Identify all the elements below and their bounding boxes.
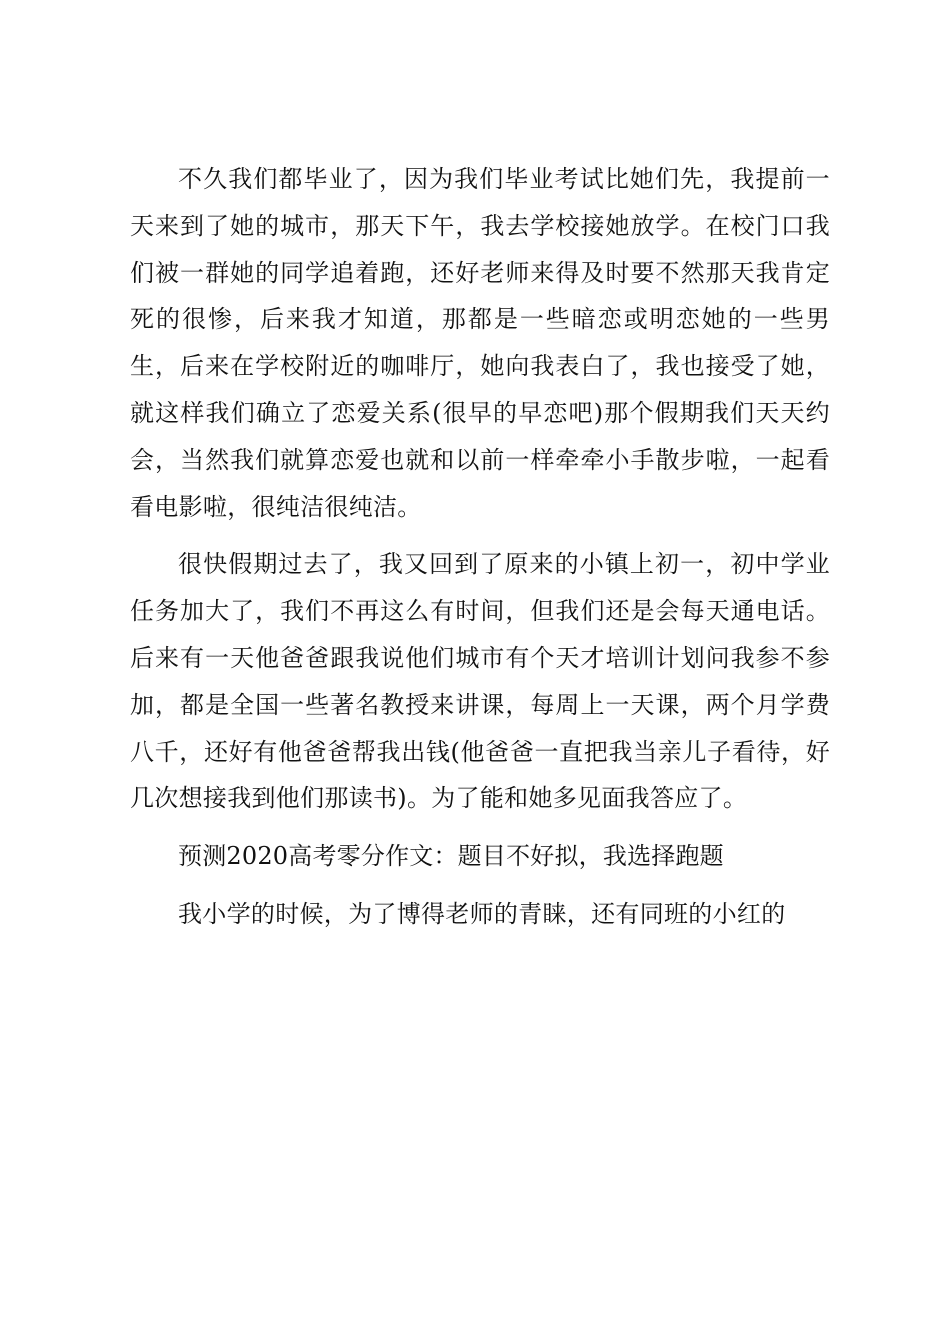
paragraph-training-program: 很快假期过去了，我又回到了原来的小镇上初一，初中学业任务加大了，我们不再这么有时间，但我们还是会每天通电话。后来有一天他爸爸跟我说他们城市有个天才培训计划问我参不参加，都是全国一些著名教授来讲课，每周上一天课，两个月学费八千，还好有他爸爸帮我出钱(他爸爸一直把我当亲儿子看待，好几次想接我到他们那读书)。为了能和她多见面我答应了。	[130, 550, 830, 813]
document-body	[130, 156, 830, 949]
essay-heading: 预测2020高考零分作文：题目不好拟，我选择跑题	[178, 842, 724, 871]
paragraph-graduation: 不久我们都毕业了，因为我们毕业考试比她们先，我提前一天来到了她的城市，那天下午，我去学校接她放学。在校门口我们被一群她的同学追着跑，还好老师来得及时要不然那天我肯定死的很惨，后来我才知道，那都是一些暗恋或明恋她的一些男生，后来在学校附近的咖啡厅，她向我表白了，我也接受了她，就这样我们确立了恋爱关系(很早的早恋吧)那个假期我们天天约会，当然我们就算恋爱也就和以前一样牵牵小手散步啦，一起看看电影啦，很纯洁很纯洁。	[130, 165, 830, 521]
paragraph-primary-school: 我小学的时候，为了博得老师的青睐，还有同班的小红的	[178, 899, 786, 928]
